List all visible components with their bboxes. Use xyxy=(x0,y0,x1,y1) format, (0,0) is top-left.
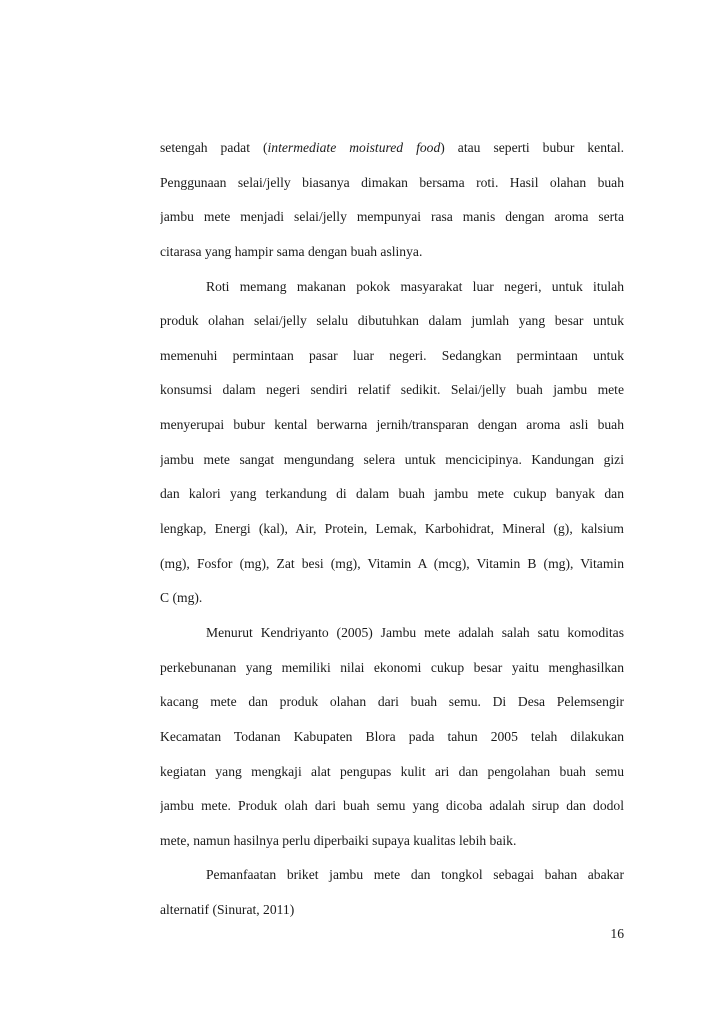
text-line: konsumsi dalam negeri sendiri relatif sedikit. Selai/jelly buah jambu mete xyxy=(160,382,624,398)
text-line: C (mg). xyxy=(160,590,203,606)
paragraph-first-line: Menurut Kendriyanto (2005) Jambu mete adalah salah satu komoditas xyxy=(206,624,624,640)
text-line: (mg), Fosfor (mg), Zat besi (mg), Vitamin A (mcg), Vitamin B (mg), Vitamin xyxy=(160,555,624,571)
italic-term: intermediate moistured food xyxy=(267,140,441,155)
text-segment: ) atau seperti bubur kental. xyxy=(440,140,624,155)
text-line: kegiatan yang mengkaji alat pengupas kulit ari dan pengolahan buah semu xyxy=(160,763,624,779)
text-segment: setengah padat ( xyxy=(160,140,268,155)
text-line: jambu mete. Produk olah dari buah semu yang dicoba adalah sirup dan dodol xyxy=(160,798,624,814)
text-line: mete, namun hasilnya perlu diperbaiki supaya kualitas lebih baik. xyxy=(160,832,517,848)
text-line: jambu mete sangat mengundang selera untuk mencicipinya. Kandungan gizi xyxy=(160,451,624,467)
paragraph-first-line: Roti memang makanan pokok masyarakat luar negeri, untuk itulah xyxy=(206,278,624,294)
text-line: lengkap, Energi (kal), Air, Protein, Lemak, Karbohidrat, Mineral (g), kalsium xyxy=(160,521,624,537)
text-line: memenuhi permintaan pasar luar negeri. Sedangkan permintaan untuk xyxy=(160,347,624,363)
text-line: menyerupai bubur kental berwarna jernih/transparan dengan aroma asli buah xyxy=(160,417,624,433)
paragraph-first-line: Pemanfaatan briket jambu mete dan tongkol sebagai bahan abakar xyxy=(206,867,624,883)
text-line: dan kalori yang terkandung di dalam buah jambu mete cukup banyak dan xyxy=(160,486,624,502)
text-line: citarasa yang hampir sama dengan buah aslinya. xyxy=(160,243,423,259)
text-line xyxy=(160,131,624,166)
document-body xyxy=(160,131,624,928)
text-line: Penggunaan selai/jelly biasanya dimakan bersama roti. Hasil olahan buah xyxy=(160,174,624,190)
text-line: produk olahan selai/jelly selalu dibutuhkan dalam jumlah yang besar untuk xyxy=(160,313,624,329)
text-line: alternatif (Sinurat, 2011) xyxy=(160,902,295,918)
page-number: 16 xyxy=(610,926,624,941)
text-line: perkebunanan yang memiliki nilai ekonomi cukup besar yaitu menghasilkan xyxy=(160,659,624,675)
text-line: jambu mete menjadi selai/jelly mempunyai rasa manis dengan aroma serta xyxy=(160,209,624,225)
text-line: kacang mete dan produk olahan dari buah semu. Di Desa Pelemsengir xyxy=(160,694,624,710)
text-line: Kecamatan Todanan Kabupaten Blora pada tahun 2005 telah dilakukan xyxy=(160,728,624,744)
